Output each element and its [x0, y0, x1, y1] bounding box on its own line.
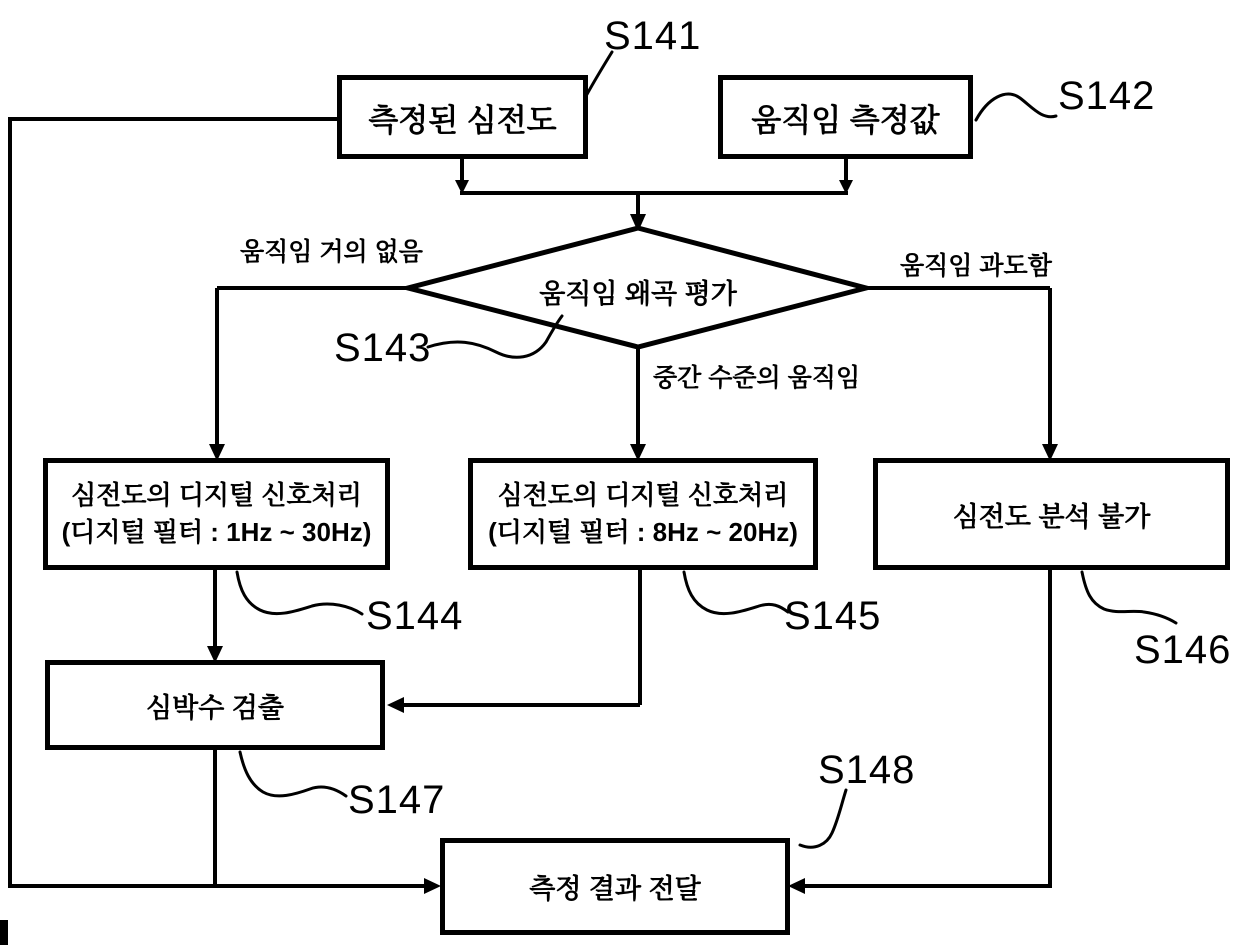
node-label — [488, 477, 798, 551]
step-label-s143: S143 — [334, 326, 432, 370]
scan-artifact-mark — [0, 920, 8, 945]
step-label-s147: S147 — [348, 778, 446, 822]
node-dsp-filter-1-30hz — [43, 458, 390, 570]
squiggle-s148 — [800, 790, 846, 847]
step-label-s146: S146 — [1134, 628, 1232, 672]
node-label: 측정된 심전도 — [368, 102, 557, 138]
squiggle-s145 — [684, 572, 788, 614]
node-ecg-analysis-unavailable — [873, 458, 1230, 570]
node-label: 심박수 검출 — [146, 692, 284, 723]
node-dsp-filter-8-20hz — [468, 458, 818, 570]
node-measured-ecg — [337, 75, 588, 159]
node-label: 측정 결과 전달 — [529, 874, 701, 904]
arrowhead-into-hr-right — [387, 697, 404, 713]
step-label-s148: S148 — [818, 748, 916, 792]
node-measurement-result-delivery — [440, 838, 790, 935]
step-label-s145: S145 — [784, 594, 882, 638]
squiggle-s142 — [976, 94, 1056, 120]
node-label-line1: 심전도의 디지털 신호처리 — [71, 480, 362, 510]
branch-label-almost-no-motion: 움직임 거의 없음 — [240, 238, 423, 266]
node-heart-rate-detection — [45, 660, 385, 750]
squiggle-s144 — [237, 572, 362, 614]
arrowhead-into-result-left — [424, 878, 441, 894]
edge-branch-right — [864, 288, 1050, 448]
node-label-line2: (디지털 필터 : 8Hz ~ 20Hz) — [488, 517, 798, 547]
step-label-s144: S144 — [366, 594, 464, 638]
step-label-s142: S142 — [1058, 74, 1156, 118]
squiggle-s146 — [1082, 572, 1176, 623]
branch-label-excessive-motion: 움직임 과도함 — [900, 252, 1052, 280]
node-motion-measurement — [718, 75, 973, 159]
branch-label-intermediate-motion: 중간 수준의 움직임 — [653, 364, 861, 392]
node-label — [62, 477, 372, 551]
edge-merge-top — [460, 159, 848, 222]
node-label: 움직임 측정값 — [751, 102, 940, 138]
node-label-line1: 심전도의 디지털 신호처리 — [497, 480, 789, 510]
node-label-line2: (디지털 필터 : 1Hz ~ 30Hz) — [61, 517, 372, 547]
arrowhead-into-result-right — [788, 878, 805, 894]
node-label: 심전도 분석 불가 — [952, 501, 1151, 532]
node-motion-distortion-evaluation-label: 움직임 왜곡 평가 — [539, 279, 737, 309]
squiggle-s147 — [240, 752, 346, 796]
step-label-s141: S141 — [604, 14, 702, 58]
